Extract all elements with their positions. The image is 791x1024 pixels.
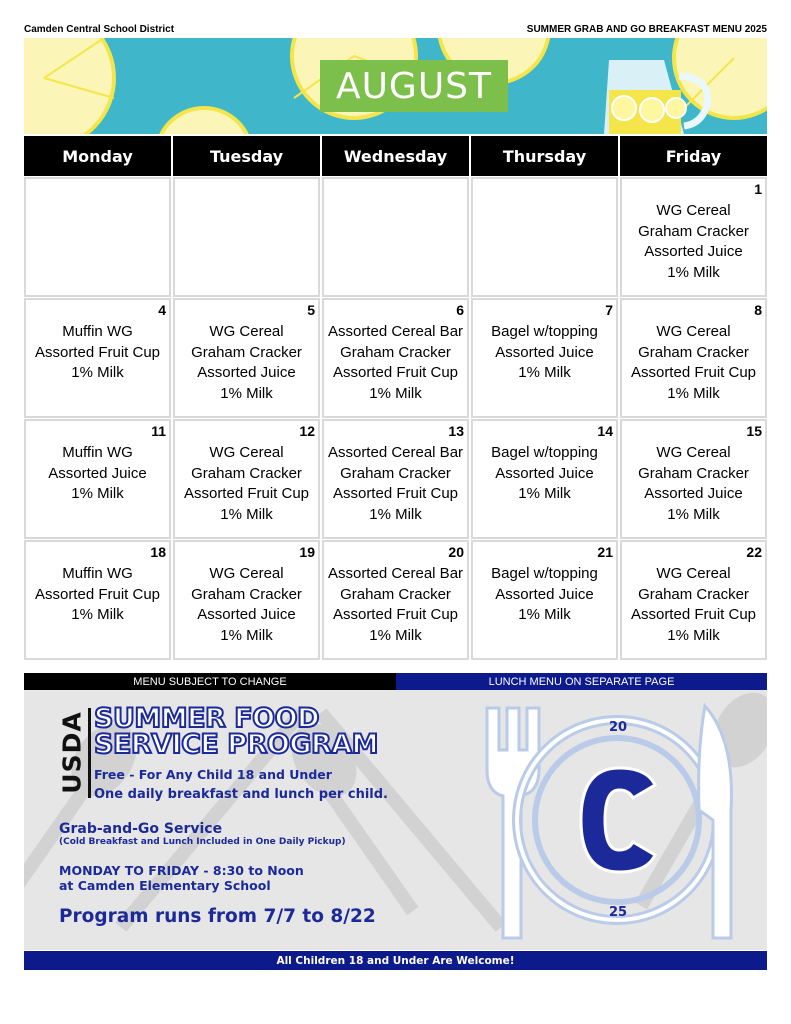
logo-year-bottom: 25 — [609, 905, 628, 920]
menu-items — [26, 322, 169, 384]
day-number: 14 — [597, 423, 613, 439]
menu-items — [473, 443, 616, 505]
menu-items — [473, 564, 616, 626]
menu-item: 1% Milk — [369, 626, 422, 644]
day-cell — [24, 540, 171, 660]
menu-items — [324, 564, 467, 646]
menu-item: 1% Milk — [518, 485, 571, 502]
menu-items — [473, 322, 616, 384]
month-label-box — [320, 60, 508, 112]
notice-strip — [24, 673, 767, 690]
day-cell — [173, 177, 320, 297]
calendar-week-row — [24, 540, 767, 660]
menu-item: 1% Milk — [667, 263, 720, 281]
program-dates: Program runs from 7/7 to 8/22 — [59, 906, 376, 927]
day-number: 4 — [158, 302, 166, 318]
menu-items — [175, 322, 318, 404]
menu-item: Graham Cracker — [638, 222, 749, 240]
menu-item: Assorted Cereal Bar — [327, 444, 464, 461]
menu-item: 1% Milk — [518, 606, 571, 623]
menu-item: Assorted Fruit Cup — [332, 606, 459, 623]
menu-items — [622, 564, 765, 646]
menu-item: 1% Milk — [220, 505, 273, 523]
menu-item: 1% Milk — [71, 364, 124, 381]
day-cell — [173, 298, 320, 418]
program-title — [94, 703, 379, 760]
month-name: AUGUST — [335, 65, 493, 107]
menu-items — [26, 443, 169, 505]
menu-item: Assorted Juice — [495, 464, 594, 482]
menu-item: Bagel w/topping — [491, 565, 598, 582]
day-cell — [24, 177, 171, 297]
service-location: at Camden Elementary School — [59, 878, 271, 893]
menu-item: 1% Milk — [71, 606, 124, 623]
menu-item: WG Cereal — [209, 444, 284, 461]
lemon-banner — [24, 38, 767, 134]
eligibility-text: Free - For Any Child 18 and Under — [94, 767, 332, 782]
weekday-wednesday: Wednesday — [322, 136, 469, 176]
day-number: 18 — [150, 544, 166, 560]
menu-item: 1% Milk — [220, 384, 273, 402]
calendar-weeks — [24, 177, 767, 660]
menu-title: SUMMER GRAB AND GO BREAKFAST MENU 2025 — [526, 24, 767, 35]
day-number: 15 — [746, 423, 762, 439]
menu-item: WG Cereal — [656, 323, 731, 340]
menu-change-notice: MENU SUBJECT TO CHANGE — [24, 673, 396, 690]
welcome-footer: All Children 18 and Under Are Welcome! — [24, 951, 767, 970]
day-number: 12 — [299, 423, 315, 439]
page-header — [24, 24, 767, 38]
day-cell — [620, 540, 767, 660]
weekday-friday: Friday — [620, 136, 767, 176]
menu-item: Assorted Juice — [644, 485, 743, 502]
menu-item: Assorted Cereal Bar — [327, 565, 464, 582]
day-cell — [322, 177, 469, 297]
service-hours: MONDAY TO FRIDAY - 8:30 to Noon — [59, 863, 304, 878]
menu-item: WG Cereal — [656, 444, 731, 461]
menu-item: WG Cereal — [656, 202, 731, 219]
day-cell — [322, 419, 469, 539]
menu-item: Graham Cracker — [340, 585, 451, 603]
menu-item: Muffin WG — [62, 323, 133, 340]
menu-items — [622, 201, 765, 283]
menu-item: 1% Milk — [667, 626, 720, 644]
menu-items — [175, 564, 318, 646]
lunch-menu-notice: LUNCH MENU ON SEPARATE PAGE — [396, 673, 767, 690]
menu-items — [622, 322, 765, 404]
calendar-week-row — [24, 419, 767, 539]
menu-item: Bagel w/topping — [491, 323, 598, 340]
camden-plate-logo — [477, 700, 737, 945]
menu-item: Assorted Juice — [495, 343, 594, 361]
menu-item: Graham Cracker — [638, 585, 749, 603]
day-number: 7 — [605, 302, 613, 318]
menu-item: Graham Cracker — [638, 464, 749, 482]
day-number: 22 — [746, 544, 762, 560]
menu-item: WG Cereal — [209, 565, 284, 582]
day-cell — [471, 419, 618, 539]
menu-item: Assorted Fruit Cup — [332, 364, 459, 381]
summer-food-program-panel — [24, 690, 767, 950]
menu-item: Assorted Fruit Cup — [630, 606, 757, 623]
service-note: (Cold Breakfast and Lunch Included in One Daily Pickup) — [59, 837, 346, 847]
day-number: 21 — [597, 544, 613, 560]
day-number: 8 — [754, 302, 762, 318]
menu-item: Assorted Juice — [197, 606, 296, 623]
day-cell — [620, 298, 767, 418]
usda-logo — [58, 706, 88, 802]
menu-item: 1% Milk — [667, 384, 720, 402]
menu-item: Assorted Fruit Cup — [332, 485, 459, 502]
fork-plate-knife-icon — [477, 700, 737, 945]
menu-item: WG Cereal — [656, 565, 731, 582]
menu-items — [324, 322, 467, 404]
menu-item: 1% Milk — [369, 384, 422, 402]
menu-item: Assorted Fruit Cup — [34, 343, 161, 361]
day-number: 20 — [448, 544, 464, 560]
day-cell — [24, 419, 171, 539]
day-cell — [471, 177, 618, 297]
weekday-thursday: Thursday — [471, 136, 618, 176]
menu-item: Assorted Juice — [48, 464, 147, 482]
menu-items — [175, 443, 318, 525]
menu-item: Assorted Juice — [644, 243, 743, 260]
program-title-line1: SUMMER FOOD — [94, 703, 320, 734]
menu-item: Graham Cracker — [340, 343, 451, 361]
breakfast-calendar — [24, 136, 767, 660]
weekday-monday: Monday — [24, 136, 171, 176]
menu-item: 1% Milk — [220, 626, 273, 644]
menu-item: Assorted Fruit Cup — [183, 485, 310, 502]
day-number: 11 — [151, 423, 166, 439]
menu-item: Bagel w/topping — [491, 444, 598, 461]
menu-item: Assorted Cereal Bar — [327, 323, 464, 340]
menu-item: Assorted Fruit Cup — [630, 364, 757, 381]
menu-item: Graham Cracker — [638, 343, 749, 361]
usda-divider — [88, 708, 91, 798]
menu-item: Graham Cracker — [340, 464, 451, 482]
menu-item: 1% Milk — [518, 364, 571, 381]
menu-item: Assorted Juice — [495, 585, 594, 603]
menu-items — [622, 443, 765, 525]
district-name: Camden Central School District — [24, 24, 175, 35]
menu-item: 1% Milk — [369, 505, 422, 523]
menu-item: Assorted Juice — [197, 364, 296, 381]
day-cell — [322, 540, 469, 660]
logo-year-top: 20 — [609, 720, 628, 735]
day-number: 13 — [448, 423, 464, 439]
menu-item: Graham Cracker — [191, 343, 302, 361]
menu-items — [26, 564, 169, 626]
calendar-week-row — [24, 298, 767, 418]
meal-limit-text: One daily breakfast and lunch per child. — [94, 787, 388, 802]
usda-wordmark: USDA — [57, 711, 87, 794]
day-cell — [620, 177, 767, 297]
day-cell — [173, 540, 320, 660]
menu-item: Graham Cracker — [191, 464, 302, 482]
day-cell — [24, 298, 171, 418]
day-number: 5 — [307, 302, 315, 318]
day-number: 19 — [299, 544, 315, 560]
day-cell — [322, 298, 469, 418]
menu-item: Graham Cracker — [191, 585, 302, 603]
day-cell — [471, 298, 618, 418]
weekday-tuesday: Tuesday — [173, 136, 320, 176]
day-cell — [173, 419, 320, 539]
menu-items — [324, 443, 467, 525]
day-number: 1 — [754, 181, 762, 197]
calendar-week-row — [24, 177, 767, 297]
program-title-line2: SERVICE PROGRAM — [94, 729, 379, 760]
day-cell — [471, 540, 618, 660]
menu-item: 1% Milk — [71, 485, 124, 502]
menu-item: Assorted Fruit Cup — [34, 585, 161, 603]
day-number: 6 — [456, 302, 464, 318]
menu-item: 1% Milk — [667, 505, 720, 523]
day-cell — [620, 419, 767, 539]
weekday-header — [24, 136, 767, 176]
menu-item: WG Cereal — [209, 323, 284, 340]
service-heading: Grab-and-Go Service — [59, 821, 223, 837]
menu-item: Muffin WG — [62, 565, 133, 582]
menu-item: Muffin WG — [62, 444, 133, 461]
